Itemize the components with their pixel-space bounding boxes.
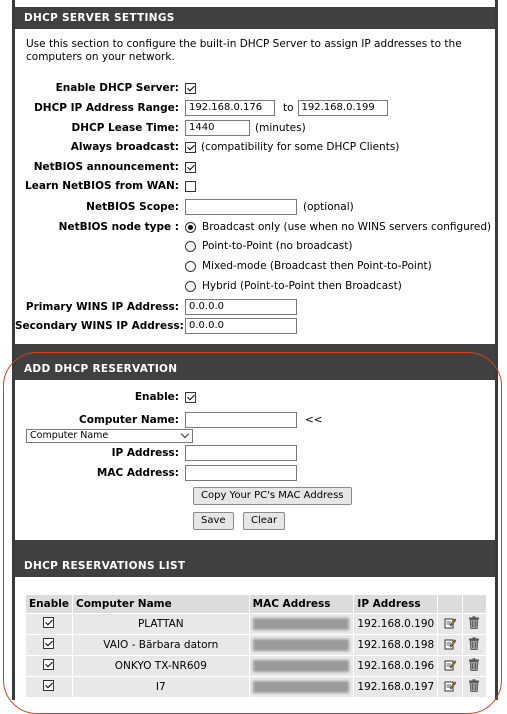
row-enable-checkbox[interactable] (43, 680, 54, 691)
redacted-mac (253, 639, 349, 651)
save-button[interactable]: Save (193, 512, 234, 530)
ip-range-to-label: to (283, 102, 294, 114)
row-ip-address: 192.168.0.198 (354, 635, 438, 656)
row-computer-name: PLATTAN (72, 614, 249, 635)
learn-netbios-label: Learn NetBIOS from WAN: (25, 180, 179, 192)
add-reservation-header: ADD DHCP RESERVATION (15, 358, 495, 380)
lease-time-input[interactable]: 1440 (185, 120, 250, 136)
lease-time-label: DHCP Lease Time: (71, 122, 179, 134)
row-mac-address (249, 656, 354, 677)
reservations-list-header: DHCP RESERVATIONS LIST (15, 555, 495, 577)
netbios-scope-label: NetBIOS Scope: (86, 201, 179, 213)
table-row (26, 656, 487, 677)
col-computer-name: Computer Name (72, 595, 249, 614)
computer-name-select[interactable] (26, 429, 193, 443)
always-broadcast-note: (compatibility for some DHCP Clients) (201, 141, 400, 153)
node-type-broadcast-radio[interactable] (185, 222, 196, 233)
trash-icon[interactable] (468, 679, 480, 692)
mac-address-input[interactable] (185, 465, 297, 481)
redacted-mac (253, 618, 349, 630)
netbios-announcement-checkbox[interactable] (185, 162, 196, 173)
reservation-enable-label: Enable: (134, 391, 179, 403)
node-type-mixed-label: Mixed-mode (Broadcast then Point-to-Point) (202, 260, 432, 272)
row-computer-name: ONKYO TX-NR609 (72, 656, 249, 677)
reservation-enable-checkbox[interactable] (185, 392, 196, 403)
col-enable: Enable (26, 595, 73, 614)
always-broadcast-label: Always broadcast: (70, 141, 179, 153)
computer-name-label: Computer Name: (79, 414, 179, 426)
redacted-mac (253, 681, 349, 693)
row-enable-checkbox[interactable] (43, 638, 54, 649)
reservations-table (25, 594, 487, 698)
node-type-label: NetBIOS node type : (58, 221, 179, 233)
edit-icon[interactable] (444, 659, 456, 671)
row-computer-name: VAIO - Bärbara datorn (72, 635, 249, 656)
primary-wins-label: Primary WINS IP Address: (25, 301, 179, 313)
node-type-hybrid-label: Hybrid (Point-to-Point then Broadcast) (202, 280, 402, 292)
copy-name-arrow[interactable]: << (305, 414, 323, 426)
section-divider (15, 344, 495, 358)
row-enable-checkbox[interactable] (43, 617, 54, 628)
always-broadcast-checkbox[interactable] (185, 142, 196, 153)
computer-name-input[interactable] (185, 412, 297, 428)
edit-icon[interactable] (444, 638, 456, 650)
secondary-wins-input[interactable]: 0.0.0.0 (185, 318, 297, 334)
row-mac-address (249, 614, 354, 635)
primary-wins-input[interactable]: 0.0.0.0 (185, 299, 297, 315)
trash-icon[interactable] (468, 658, 480, 671)
chevron-down-icon (181, 430, 189, 438)
edit-icon[interactable] (444, 617, 456, 629)
ip-range-label: DHCP IP Address Range: (34, 102, 179, 114)
ip-address-label: IP Address: (111, 447, 179, 459)
col-delete (462, 595, 486, 614)
computer-name-select-value: Computer Name (30, 430, 109, 441)
learn-netbios-checkbox[interactable] (185, 181, 196, 192)
node-type-mixed-radio[interactable] (185, 261, 196, 272)
redacted-mac (253, 660, 349, 672)
clear-button[interactable]: Clear (243, 512, 285, 530)
ip-range-end-input[interactable]: 192.168.0.199 (298, 100, 388, 116)
table-row (26, 677, 487, 698)
row-enable-checkbox[interactable] (43, 659, 54, 670)
dhcp-settings-intro: Use this section to configure the built-in DHCP Server to assign IP addresses to the computers on your network. (26, 38, 462, 63)
row-ip-address: 192.168.0.196 (354, 656, 438, 677)
col-ip-address: IP Address (354, 595, 438, 614)
row-ip-address: 192.168.0.190 (354, 614, 438, 635)
node-type-hybrid-radio[interactable] (185, 281, 196, 292)
netbios-scope-note: (optional) (303, 201, 354, 213)
secondary-wins-label: Secondary WINS IP Address: (15, 320, 184, 332)
row-ip-address: 192.168.0.197 (354, 677, 438, 698)
edit-icon[interactable] (444, 680, 456, 692)
col-mac-address: MAC Address (249, 595, 354, 614)
enable-dhcp-checkbox[interactable] (185, 83, 196, 94)
copy-mac-button[interactable]: Copy Your PC's MAC Address (193, 487, 352, 505)
row-computer-name: I7 (72, 677, 249, 698)
row-mac-address (249, 635, 354, 656)
netbios-announcement-label: NetBIOS announcement: (33, 161, 179, 173)
lease-time-unit: (minutes) (255, 122, 306, 134)
col-edit (438, 595, 462, 614)
netbios-scope-input[interactable] (185, 199, 297, 215)
table-row (26, 614, 487, 635)
mac-address-label: MAC Address: (96, 467, 179, 479)
ip-range-start-input[interactable]: 192.168.0.176 (185, 100, 275, 116)
trash-icon[interactable] (468, 616, 480, 629)
row-mac-address (249, 677, 354, 698)
node-type-broadcast-label: Broadcast only (use when no WINS servers configured) (202, 221, 492, 233)
ip-address-input[interactable] (185, 445, 297, 461)
dhcp-settings-header: DHCP SERVER SETTINGS (15, 7, 495, 29)
node-type-p2p-radio[interactable] (185, 241, 196, 252)
node-type-p2p-label: Point-to-Point (no broadcast) (202, 240, 353, 252)
trash-icon[interactable] (468, 637, 480, 650)
enable-dhcp-label: Enable DHCP Server: (55, 82, 179, 94)
table-row (26, 635, 487, 656)
section-divider-2 (15, 540, 495, 555)
